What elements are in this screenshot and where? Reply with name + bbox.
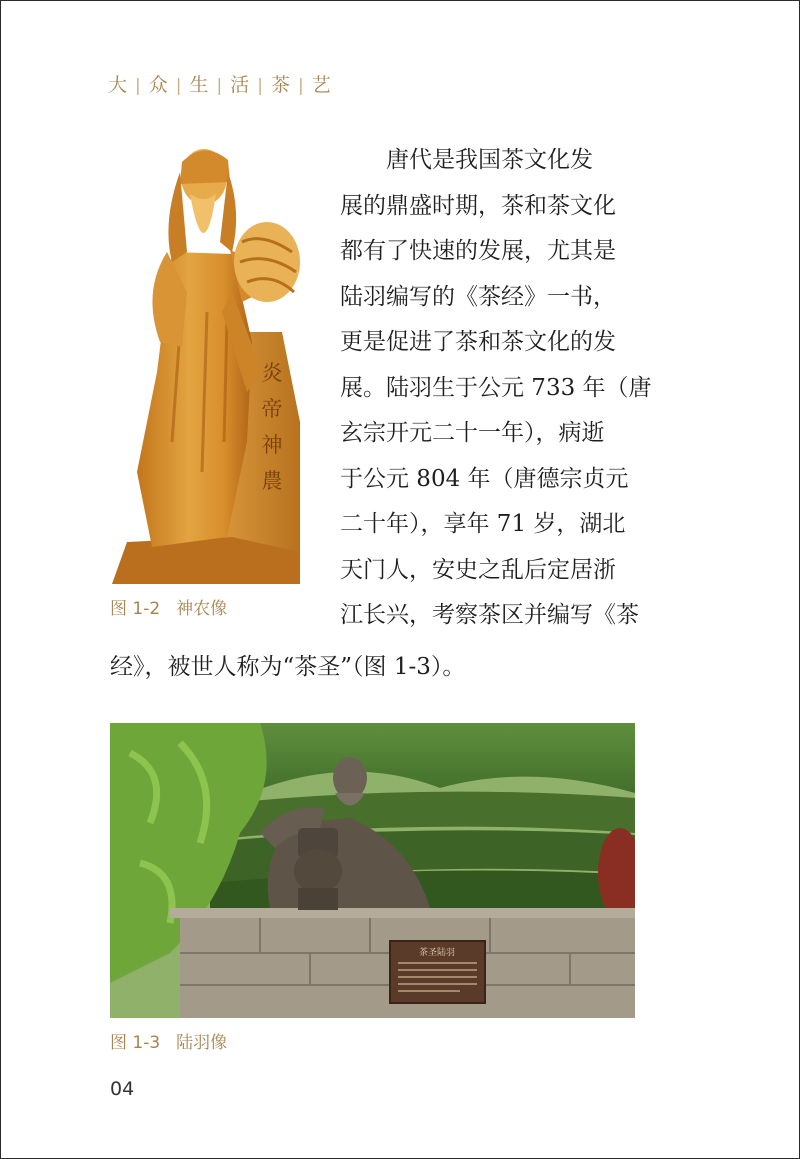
running-head-char: 活 <box>230 74 251 96</box>
figure-caption-1-3 <box>110 1028 227 1053</box>
figure-title: 神农像 <box>176 599 228 619</box>
paragraph-line: 展的鼎盛时期，茶和茶文化 <box>340 192 616 219</box>
running-head-char: 众 <box>148 74 169 96</box>
running-head-char: 大 <box>108 74 129 96</box>
paragraph-line: 于公元 804 年（唐德宗贞元 <box>340 465 629 492</box>
paragraph-line: 玄宗开元二十一年），病逝 <box>340 420 605 446</box>
paragraph-line: 都有了快速的发展，尤其是 <box>340 238 616 264</box>
paragraph-line: 唐代是我国茶文化发 <box>386 147 593 173</box>
svg-text:炎: 炎 <box>261 361 283 385</box>
figure-title: 陆羽像 <box>176 1033 228 1053</box>
paragraph-line: 二十年），享年 71 岁，湖北 <box>340 511 626 537</box>
running-head: 大 | 众 | 生 | 活 | 茶 | 艺 <box>108 74 332 96</box>
paragraph-line: 陆羽编写的《茶经》一书， <box>340 283 616 310</box>
figure-caption-1-2 <box>110 594 227 619</box>
svg-text:茶圣陆羽: 茶圣陆羽 <box>418 948 456 958</box>
paragraph-line: 江长兴，考察茶区并编写《茶 <box>340 602 639 628</box>
running-head-char: 艺 <box>311 74 332 96</box>
figure-number: 图 1-2 <box>110 599 161 619</box>
svg-text:神: 神 <box>261 433 283 457</box>
body-paragraph <box>340 138 652 639</box>
svg-text:帝: 帝 <box>261 397 283 421</box>
paragraph-last-line: 经》，被世人称为“茶圣”（图 1-3）。 <box>110 654 466 680</box>
running-head-char: 生 <box>189 74 210 96</box>
paragraph-line: 天门人，安史之乱后定居浙 <box>340 556 616 583</box>
page-number: 04 <box>110 1078 135 1100</box>
lu-yu-statue-photo <box>110 723 635 1018</box>
paragraph-line: 展。陆羽生于公元 733 年（唐 <box>340 374 652 401</box>
svg-text:農: 農 <box>261 469 283 493</box>
shennong-statue-photo <box>112 142 300 584</box>
figure-number: 图 1-3 <box>110 1033 161 1053</box>
paragraph-line: 更是促进了茶和茶文化的发 <box>340 329 616 355</box>
running-head-char: 茶 <box>271 74 292 96</box>
